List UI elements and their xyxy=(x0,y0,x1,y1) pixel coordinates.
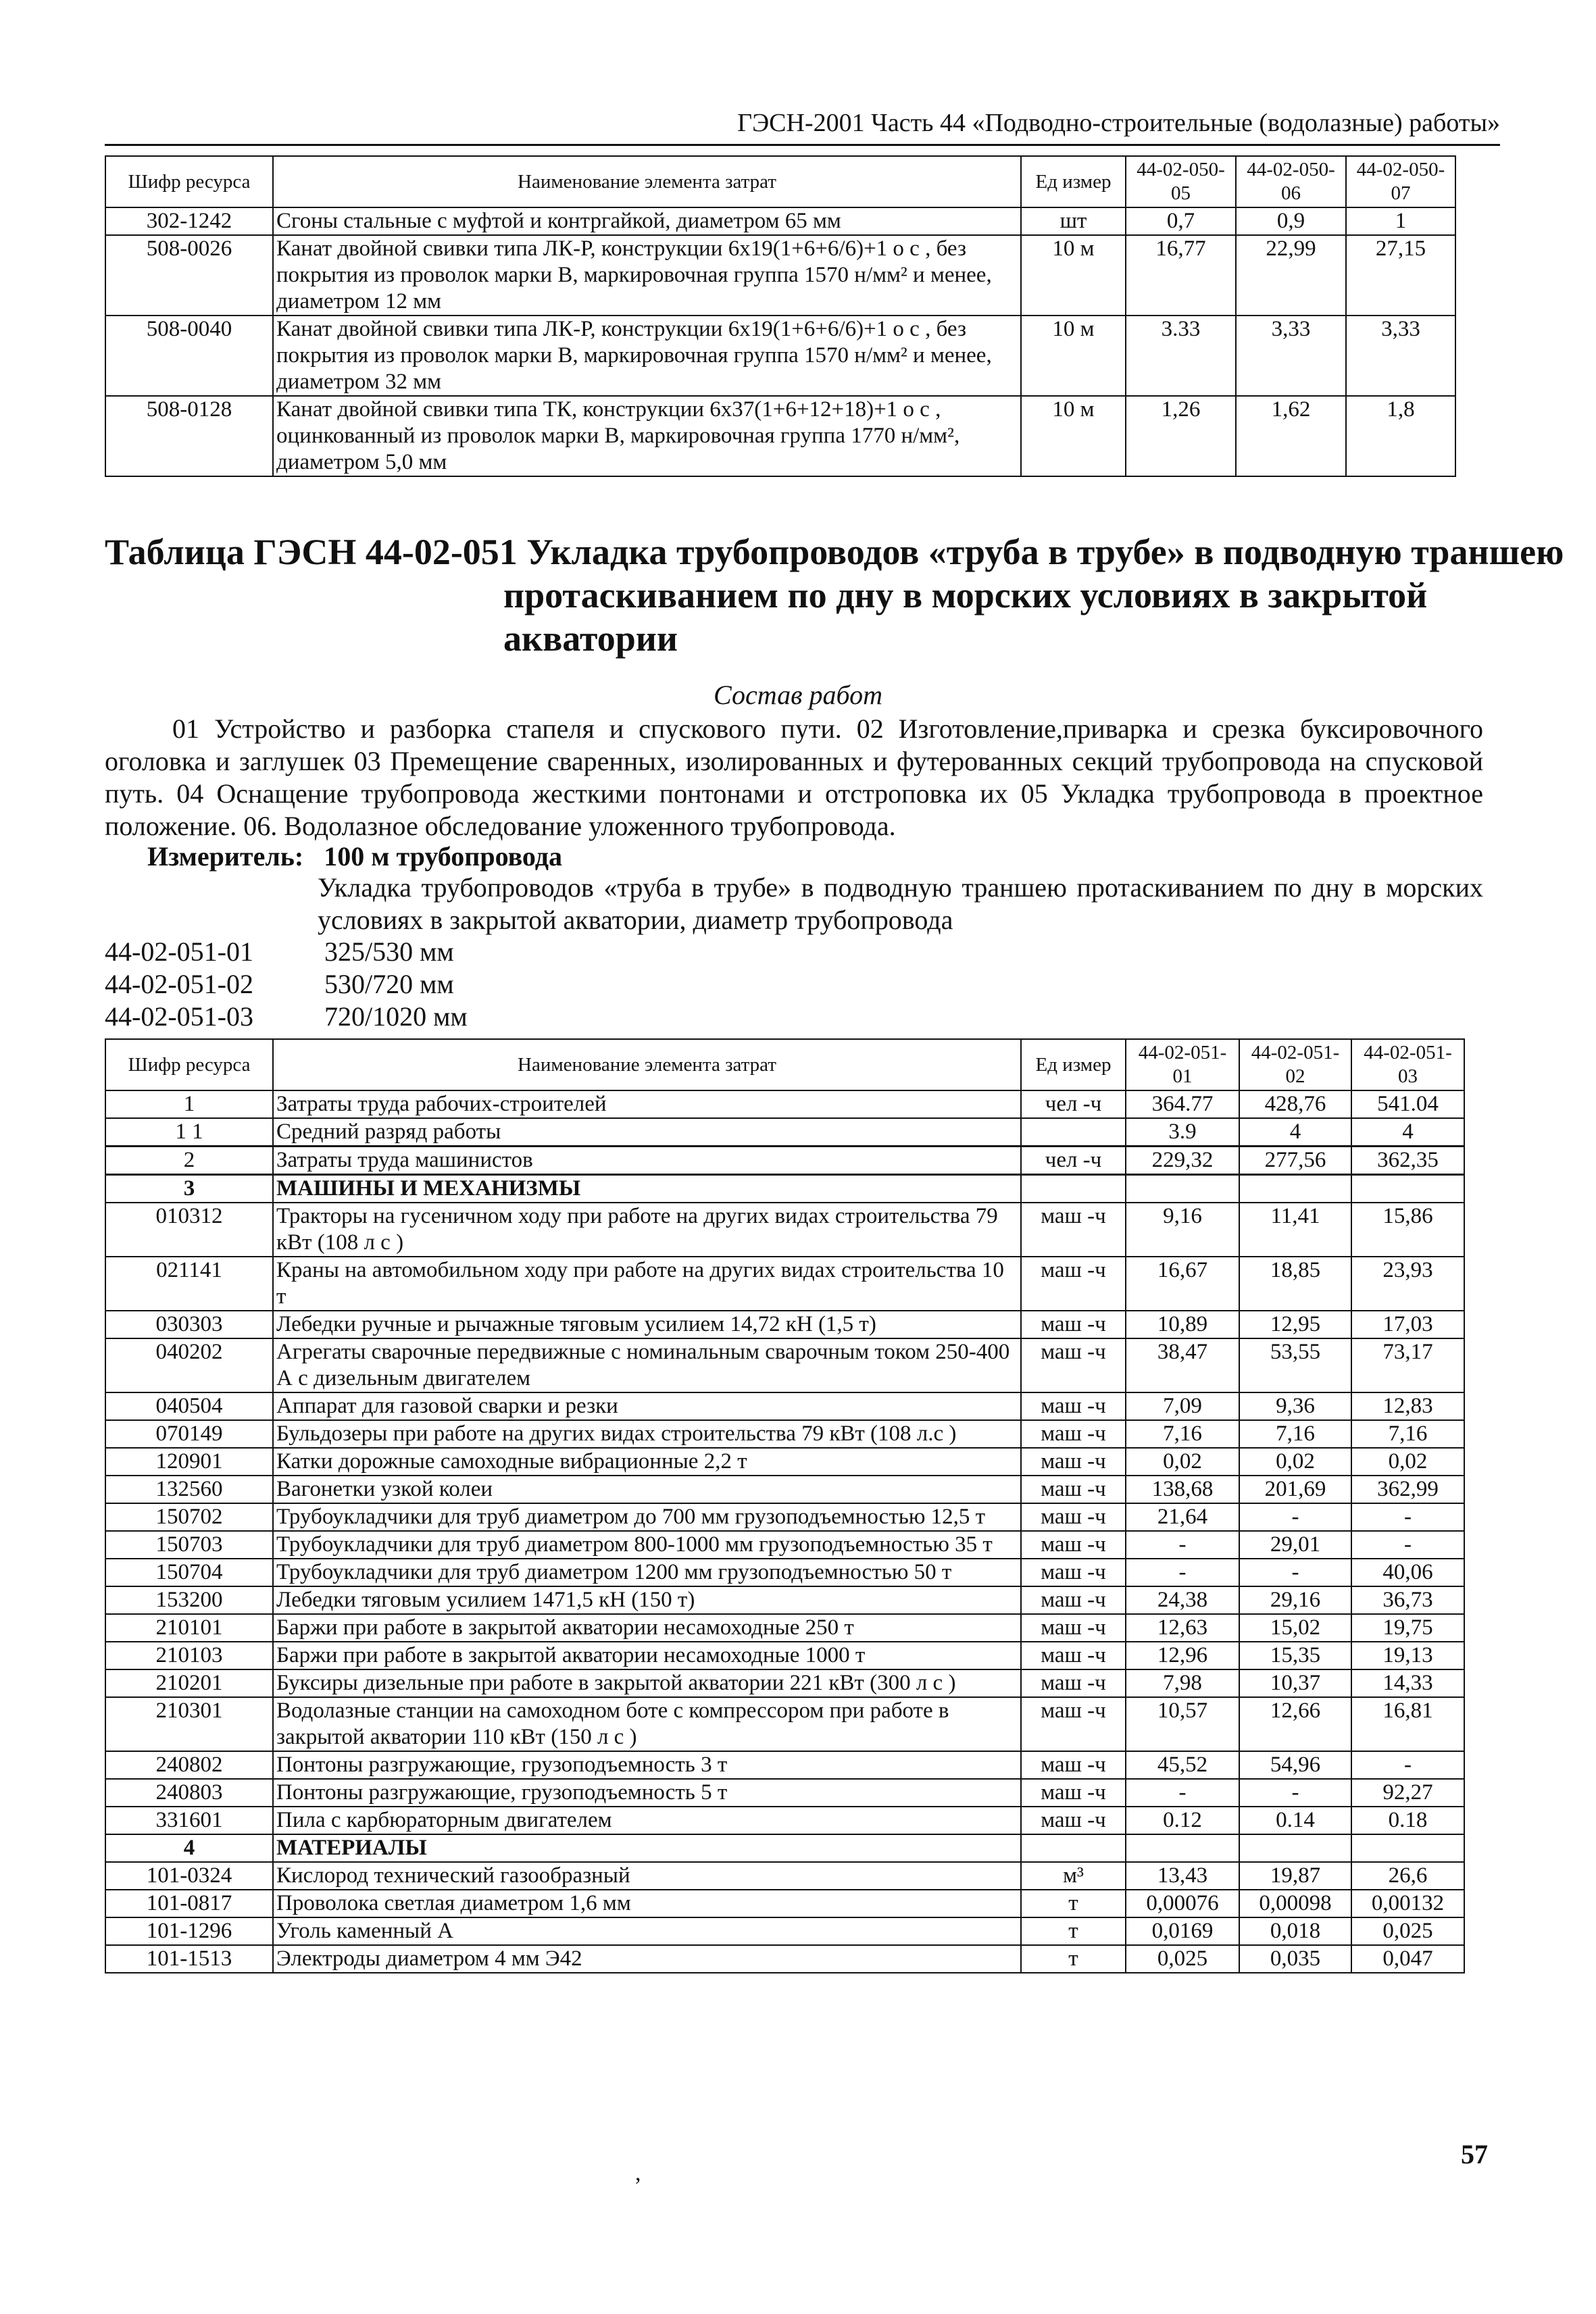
table-row xyxy=(105,1503,1464,1531)
table2-header-name: Наименование элемента затрат xyxy=(273,1039,1021,1090)
resource-name: Бульдозеры при работе на других видах строительства 79 кВт (108 л.с ) xyxy=(273,1420,1021,1448)
table2-header-v2: 44-02-051-02 xyxy=(1239,1039,1351,1090)
resource-value-1: 3.9 xyxy=(1126,1118,1239,1147)
table-row xyxy=(105,235,1455,316)
measure-line xyxy=(147,840,562,872)
resource-value-2: 22,99 xyxy=(1236,235,1346,316)
resource-code: 132560 xyxy=(105,1476,273,1503)
resource-code: 040202 xyxy=(105,1338,273,1392)
resource-value-3: 73,17 xyxy=(1351,1338,1464,1392)
table1-header-unit: Ед измер xyxy=(1021,156,1126,207)
resource-value-3: 0,025 xyxy=(1351,1917,1464,1945)
table-row xyxy=(105,396,1455,476)
stray-mark: , xyxy=(635,2161,641,2186)
resource-value-2: 0.14 xyxy=(1239,1807,1351,1834)
resource-code: 150704 xyxy=(105,1559,273,1586)
resource-unit: маш -ч xyxy=(1021,1697,1126,1751)
resource-value-2: 0,035 xyxy=(1239,1945,1351,1973)
resource-name: Тракторы на гусеничном ходу при работе на других видах строительства 79 кВт (108 л с ) xyxy=(273,1203,1021,1257)
resource-name: Сгоны стальные с муфтой и контргайкой, диаметром 65 мм xyxy=(273,207,1021,235)
resource-value-3: 19,75 xyxy=(1351,1614,1464,1642)
resource-name: Вагонетки узкой колеи xyxy=(273,1476,1021,1503)
resource-value-2: 15,02 xyxy=(1239,1614,1351,1642)
resource-name: Краны на автомобильном ходу при работе на других видах строительства 10 т xyxy=(273,1257,1021,1311)
resource-code: 150702 xyxy=(105,1503,273,1531)
resource-code: 030303 xyxy=(105,1311,273,1338)
resource-value-3: - xyxy=(1351,1503,1464,1531)
resource-unit: чел -ч xyxy=(1021,1147,1126,1175)
resource-unit: маш -ч xyxy=(1021,1257,1126,1311)
resource-value-2: 10,37 xyxy=(1239,1669,1351,1697)
resource-code: 210201 xyxy=(105,1669,273,1697)
resource-value-1: 45,52 xyxy=(1126,1751,1239,1779)
resource-value-3: 1,8 xyxy=(1346,396,1455,476)
resource-value-3: 17,03 xyxy=(1351,1311,1464,1338)
resource-unit: шт xyxy=(1021,207,1126,235)
variant-value: 530/720 мм xyxy=(324,969,454,999)
resource-unit: 10 м xyxy=(1021,316,1126,396)
resource-code: 040504 xyxy=(105,1392,273,1420)
resource-unit: т xyxy=(1021,1945,1126,1973)
resource-name: Понтоны разгружающие, грузоподъемность 5 т xyxy=(273,1779,1021,1807)
resource-unit: маш -ч xyxy=(1021,1614,1126,1642)
resource-name: Понтоны разгружающие, грузоподъемность 3 т xyxy=(273,1751,1021,1779)
resource-code: 153200 xyxy=(105,1586,273,1614)
table-row xyxy=(105,1862,1464,1890)
resource-value-2: 29,16 xyxy=(1239,1586,1351,1614)
resource-value-1: - xyxy=(1126,1531,1239,1559)
resources-table-051 xyxy=(105,1038,1465,1973)
resource-value-2: 29,01 xyxy=(1239,1531,1351,1559)
resource-name: МАТЕРИАЛЫ xyxy=(273,1834,1021,1862)
resource-value-2: 9,36 xyxy=(1239,1392,1351,1420)
table2-header-code: Шифр ресурса xyxy=(105,1039,273,1090)
resource-name: Баржи при работе в закрытой акватории несамоходные 250 т xyxy=(273,1614,1021,1642)
resource-value-2: 19,87 xyxy=(1239,1862,1351,1890)
resource-value-3: 541.04 xyxy=(1351,1090,1464,1118)
resource-value-1: 7,09 xyxy=(1126,1392,1239,1420)
composition-text: 01 Устройство и разборка стапеля и спускового пути. 02 Изготовление,приварка и срезка буксировочного оголовка и заглушек 03 Премещение сваренных, изолированных и футерованных секций трубопровода на спусковой путь. 04 Оснащение трубопровода жесткими понтонами и отстроповка их 05 Укладка трубопровода в проектное положение. 06. Водолазное обследование уложенного трубопровода. xyxy=(105,713,1483,841)
resource-unit: маш -ч xyxy=(1021,1559,1126,1586)
resource-value-2: 7,16 xyxy=(1239,1420,1351,1448)
resource-value-1: 21,64 xyxy=(1126,1503,1239,1531)
resource-value-1: - xyxy=(1126,1559,1239,1586)
resource-code: 021141 xyxy=(105,1257,273,1311)
table2-header-unit: Ед измер xyxy=(1021,1039,1126,1090)
resource-name: Водолазные станции на самоходном боте с компрессором при работе в закрытой акватории 110 кВт (150 л с ) xyxy=(273,1697,1021,1751)
variant-code: 44-02-051-03 xyxy=(105,1001,253,1032)
resource-value-1: - xyxy=(1126,1779,1239,1807)
resource-name: Затраты труда машинистов xyxy=(273,1147,1021,1175)
resource-value-2: 11,41 xyxy=(1239,1203,1351,1257)
table-row xyxy=(105,1559,1464,1586)
resource-value-3: - xyxy=(1351,1751,1464,1779)
table-row xyxy=(105,1392,1464,1420)
resource-value-1: 0.12 xyxy=(1126,1807,1239,1834)
resource-unit: т xyxy=(1021,1890,1126,1917)
resource-value-3: 0,047 xyxy=(1351,1945,1464,1973)
resource-code: 120901 xyxy=(105,1448,273,1476)
resource-code: 010312 xyxy=(105,1203,273,1257)
variant-value: 325/530 мм xyxy=(324,936,454,967)
resource-unit: маш -ч xyxy=(1021,1807,1126,1834)
table1-header-code: Шифр ресурса xyxy=(105,156,273,207)
resource-value-1: 3.33 xyxy=(1126,316,1236,396)
table-row xyxy=(105,1945,1464,1973)
page-number: 57 xyxy=(1461,2139,1488,2169)
resource-code: 508-0026 xyxy=(105,235,273,316)
resource-value-3: 19,13 xyxy=(1351,1642,1464,1669)
resource-value-2: - xyxy=(1239,1779,1351,1807)
table-row xyxy=(105,1697,1464,1751)
resource-value-2: 15,35 xyxy=(1239,1642,1351,1669)
resource-unit: маш -ч xyxy=(1021,1203,1126,1257)
table-row xyxy=(105,316,1455,396)
table-row xyxy=(105,1669,1464,1697)
resource-value-2: 3,33 xyxy=(1236,316,1346,396)
page-header: ГЭСН-2001 Часть 44 «Подводно-строительные (водолазные) работы» xyxy=(737,109,1500,137)
table2-header-row xyxy=(105,1039,1464,1090)
resource-value-1: 0,0169 xyxy=(1126,1917,1239,1945)
resource-value-3: 12,83 xyxy=(1351,1392,1464,1420)
resource-code: 101-1296 xyxy=(105,1917,273,1945)
resource-unit: маш -ч xyxy=(1021,1642,1126,1669)
resource-value-1: 10,57 xyxy=(1126,1697,1239,1751)
resource-value-1 xyxy=(1126,1175,1239,1203)
resource-code: 101-1513 xyxy=(105,1945,273,1973)
resource-unit: маш -ч xyxy=(1021,1476,1126,1503)
resource-value-2: 428,76 xyxy=(1239,1090,1351,1118)
resource-unit: маш -ч xyxy=(1021,1751,1126,1779)
resource-value-2: 1,62 xyxy=(1236,396,1346,476)
table-title-line2: протаскиванием по дну в морских условиях в закрытой акватории xyxy=(503,575,1428,659)
resource-value-3: 362,99 xyxy=(1351,1476,1464,1503)
resource-value-3 xyxy=(1351,1175,1464,1203)
table1-header-v1: 44-02-050-05 xyxy=(1126,156,1236,207)
resource-value-2: 4 xyxy=(1239,1118,1351,1147)
resource-unit: 10 м xyxy=(1021,396,1126,476)
table1-header-row xyxy=(105,156,1455,207)
resource-name: Трубоукладчики для труб диаметром 1200 мм грузоподъемностью 50 т xyxy=(273,1559,1021,1586)
variant-row xyxy=(105,936,454,967)
resource-code: 1 xyxy=(105,1090,273,1118)
resource-value-2: 12,66 xyxy=(1239,1697,1351,1751)
resource-name: Канат двойной свивки типа ЛК-Р, конструкции 6х19(1+6+6/6)+1 о с , без покрытия из проволок марки В, маркировочная группа 1570 н/мм² и менее, диаметром 12 мм xyxy=(273,235,1021,316)
resource-value-2 xyxy=(1239,1834,1351,1862)
table-row xyxy=(105,1586,1464,1614)
resource-value-3 xyxy=(1351,1834,1464,1862)
table-row xyxy=(105,1531,1464,1559)
resource-code: 331601 xyxy=(105,1807,273,1834)
resource-unit: чел -ч xyxy=(1021,1090,1126,1118)
table-row xyxy=(105,1175,1464,1203)
resource-value-3: 7,16 xyxy=(1351,1420,1464,1448)
variant-row xyxy=(105,968,454,1000)
table-title xyxy=(105,530,1564,660)
measure-label: Измеритель: xyxy=(147,841,304,872)
table-row xyxy=(105,1448,1464,1476)
table-row xyxy=(105,1614,1464,1642)
table-row xyxy=(105,1917,1464,1945)
resource-value-1: 229,32 xyxy=(1126,1147,1239,1175)
resource-name: Затраты труда рабочих-строителей xyxy=(273,1090,1021,1118)
resource-value-1: 0,02 xyxy=(1126,1448,1239,1476)
table2-body xyxy=(105,1090,1464,1973)
resource-code: 210301 xyxy=(105,1697,273,1751)
resource-unit: маш -ч xyxy=(1021,1420,1126,1448)
resource-value-1: 38,47 xyxy=(1126,1338,1239,1392)
resource-unit: т xyxy=(1021,1917,1126,1945)
table-row xyxy=(105,1090,1464,1118)
resource-value-1: 0,025 xyxy=(1126,1945,1239,1973)
resource-unit: м³ xyxy=(1021,1862,1126,1890)
table-row xyxy=(105,1834,1464,1862)
resource-code: 101-0817 xyxy=(105,1890,273,1917)
resource-name: Аппарат для газовой сварки и резки xyxy=(273,1392,1021,1420)
resource-unit: маш -ч xyxy=(1021,1338,1126,1392)
resource-value-3: - xyxy=(1351,1531,1464,1559)
resource-code: 1 1 xyxy=(105,1118,273,1147)
resource-value-2: 0,018 xyxy=(1239,1917,1351,1945)
table-row xyxy=(105,1203,1464,1257)
resource-name: Буксиры дизельные при работе в закрытой акватории 221 кВт (300 л с ) xyxy=(273,1669,1021,1697)
resource-code: 101-0324 xyxy=(105,1862,273,1890)
resource-value-1: 12,63 xyxy=(1126,1614,1239,1642)
resource-code: 2 xyxy=(105,1147,273,1175)
resource-value-1: 12,96 xyxy=(1126,1642,1239,1669)
resource-value-1: 13,43 xyxy=(1126,1862,1239,1890)
resource-code: 4 xyxy=(105,1834,273,1862)
measure-value: 100 м трубопровода xyxy=(324,841,562,872)
resource-name: Кислород технический газообразный xyxy=(273,1862,1021,1890)
resource-value-1: 7,98 xyxy=(1126,1669,1239,1697)
resource-name: Баржи при работе в закрытой акватории несамоходные 1000 т xyxy=(273,1642,1021,1669)
resource-code: 070149 xyxy=(105,1420,273,1448)
resource-unit: маш -ч xyxy=(1021,1311,1126,1338)
resource-value-3: 23,93 xyxy=(1351,1257,1464,1311)
table-title-line1: Таблица ГЭСН 44-02-051 Укладка трубопроводов «труба в трубе» в подводную траншею xyxy=(105,532,1564,572)
table-row xyxy=(105,1779,1464,1807)
table-row xyxy=(105,1476,1464,1503)
resource-unit: 10 м xyxy=(1021,235,1126,316)
resource-value-2: 12,95 xyxy=(1239,1311,1351,1338)
header-rule xyxy=(105,144,1500,146)
resource-value-1: 16,67 xyxy=(1126,1257,1239,1311)
table2-header-v3: 44-02-051-03 xyxy=(1351,1039,1464,1090)
resource-name: Уголь каменный А xyxy=(273,1917,1021,1945)
resource-name: Канат двойной свивки типа ТК, конструкции 6х37(1+6+12+18)+1 о с , оцинкованный из проволок марки В, маркировочная группа 1770 н/мм², диаметром 5,0 мм xyxy=(273,396,1021,476)
table-row xyxy=(105,1751,1464,1779)
resources-table-050 xyxy=(105,155,1456,477)
resource-unit: маш -ч xyxy=(1021,1779,1126,1807)
resource-code: 210103 xyxy=(105,1642,273,1669)
resource-code: 508-0128 xyxy=(105,396,273,476)
resource-value-3: 36,73 xyxy=(1351,1586,1464,1614)
resource-value-2: 201,69 xyxy=(1239,1476,1351,1503)
variant-value: 720/1020 мм xyxy=(324,1001,468,1032)
composition-heading: Состав работ xyxy=(714,680,882,710)
resource-value-3: 1 xyxy=(1346,207,1455,235)
resource-unit xyxy=(1021,1175,1126,1203)
resource-value-1: 10,89 xyxy=(1126,1311,1239,1338)
table-row xyxy=(105,1338,1464,1392)
resource-code: 3 xyxy=(105,1175,273,1203)
resource-name: Агрегаты сварочные передвижные с номинальным сварочным током 250-400 А с дизельным двигателем xyxy=(273,1338,1021,1392)
variant-row xyxy=(105,1001,468,1032)
resource-value-3: 362,35 xyxy=(1351,1147,1464,1175)
resource-unit xyxy=(1021,1834,1126,1862)
table-row xyxy=(105,1118,1464,1147)
resource-value-1 xyxy=(1126,1834,1239,1862)
resource-value-3: 16,81 xyxy=(1351,1697,1464,1751)
resource-value-3: 15,86 xyxy=(1351,1203,1464,1257)
resource-value-3: 26,6 xyxy=(1351,1862,1464,1890)
table1-header-v2: 44-02-050-06 xyxy=(1236,156,1346,207)
resource-value-1: 7,16 xyxy=(1126,1420,1239,1448)
resource-value-2: 0,02 xyxy=(1239,1448,1351,1476)
variant-code: 44-02-051-02 xyxy=(105,969,253,999)
resource-value-3: 40,06 xyxy=(1351,1559,1464,1586)
resource-name: МАШИНЫ И МЕХАНИЗМЫ xyxy=(273,1175,1021,1203)
resource-value-3: 3,33 xyxy=(1346,316,1455,396)
resource-value-2 xyxy=(1239,1175,1351,1203)
table-row xyxy=(105,1642,1464,1669)
resource-code: 150703 xyxy=(105,1531,273,1559)
resource-value-3: 27,15 xyxy=(1346,235,1455,316)
resource-unit: маш -ч xyxy=(1021,1503,1126,1531)
resource-value-2: 18,85 xyxy=(1239,1257,1351,1311)
table2-header-v1: 44-02-051-01 xyxy=(1126,1039,1239,1090)
resource-value-2: 53,55 xyxy=(1239,1338,1351,1392)
table-row xyxy=(105,207,1455,235)
resource-unit: маш -ч xyxy=(1021,1669,1126,1697)
resource-value-1: 9,16 xyxy=(1126,1203,1239,1257)
resource-name: Трубоукладчики для труб диаметром до 700 мм грузоподъемностью 12,5 т xyxy=(273,1503,1021,1531)
resource-value-3: 0,00132 xyxy=(1351,1890,1464,1917)
resource-unit: маш -ч xyxy=(1021,1392,1126,1420)
resource-value-1: 1,26 xyxy=(1126,396,1236,476)
resource-code: 508-0040 xyxy=(105,316,273,396)
resource-value-1: 0,7 xyxy=(1126,207,1236,235)
resource-value-3: 14,33 xyxy=(1351,1669,1464,1697)
resource-value-1: 364.77 xyxy=(1126,1090,1239,1118)
resource-value-3: 92,27 xyxy=(1351,1779,1464,1807)
resource-name: Электроды диаметром 4 мм Э42 xyxy=(273,1945,1021,1973)
resource-unit: маш -ч xyxy=(1021,1586,1126,1614)
resource-code: 240802 xyxy=(105,1751,273,1779)
resource-code: 210101 xyxy=(105,1614,273,1642)
resource-value-2: - xyxy=(1239,1559,1351,1586)
table-row xyxy=(105,1311,1464,1338)
resource-name: Канат двойной свивки типа ЛК-Р, конструкции 6х19(1+6+6/6)+1 о с , без покрытия из проволок марки В, маркировочная группа 1570 н/мм² и менее, диаметром 32 мм xyxy=(273,316,1021,396)
table-row xyxy=(105,1807,1464,1834)
table-row xyxy=(105,1147,1464,1175)
table-row xyxy=(105,1257,1464,1311)
resource-unit: маш -ч xyxy=(1021,1448,1126,1476)
resource-name: Лебедки ручные и рычажные тяговым усилием 14,72 кН (1,5 т) xyxy=(273,1311,1021,1338)
table1-header-name: Наименование элемента затрат xyxy=(273,156,1021,207)
table1-body xyxy=(105,207,1455,476)
table-row xyxy=(105,1890,1464,1917)
resource-value-2: 0,9 xyxy=(1236,207,1346,235)
resource-name: Трубоукладчики для труб диаметром 800-1000 мм грузоподъемностью 35 т xyxy=(273,1531,1021,1559)
resource-name: Средний разряд работы xyxy=(273,1118,1021,1147)
resource-name: Проволока светлая диаметром 1,6 мм xyxy=(273,1890,1021,1917)
table-row xyxy=(105,1420,1464,1448)
table1-header-v3: 44-02-050-07 xyxy=(1346,156,1455,207)
variant-description: Укладка трубопроводов «труба в трубе» в подводную траншею протаскиванием по дну в морских условиях в закрытой акватории, диаметр трубопровода xyxy=(318,872,1483,935)
resource-code: 302-1242 xyxy=(105,207,273,235)
resource-value-3: 0,02 xyxy=(1351,1448,1464,1476)
resource-code: 240803 xyxy=(105,1779,273,1807)
resource-unit: маш -ч xyxy=(1021,1531,1126,1559)
variant-code: 44-02-051-01 xyxy=(105,936,253,967)
resource-name: Катки дорожные самоходные вибрационные 2,2 т xyxy=(273,1448,1021,1476)
resource-value-2: 277,56 xyxy=(1239,1147,1351,1175)
resource-value-1: 138,68 xyxy=(1126,1476,1239,1503)
resource-value-3: 0.18 xyxy=(1351,1807,1464,1834)
resource-name: Лебедки тяговым усилием 1471,5 кН (150 т) xyxy=(273,1586,1021,1614)
resource-name: Пила с карбюраторным двигателем xyxy=(273,1807,1021,1834)
resource-value-3: 4 xyxy=(1351,1118,1464,1147)
resource-value-1: 0,00076 xyxy=(1126,1890,1239,1917)
resource-value-1: 24,38 xyxy=(1126,1586,1239,1614)
resource-value-2: 0,00098 xyxy=(1239,1890,1351,1917)
resource-unit xyxy=(1021,1118,1126,1147)
resource-value-2: 54,96 xyxy=(1239,1751,1351,1779)
resource-value-2: - xyxy=(1239,1503,1351,1531)
resource-value-1: 16,77 xyxy=(1126,235,1236,316)
